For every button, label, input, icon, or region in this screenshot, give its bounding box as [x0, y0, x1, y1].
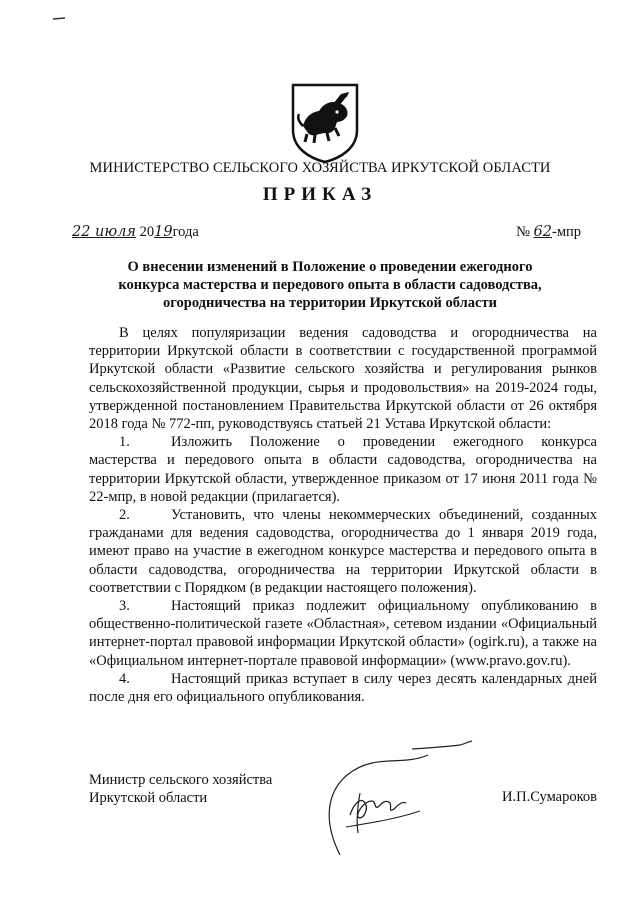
document-type: ПРИКАЗ [262, 184, 378, 205]
corner-mark [52, 14, 66, 24]
document-title: О внесении изменений в Положение о проведении ежегодного конкурса мастерства и передового опыта в области садоводства, огородничества на территории Иркутской области [118, 259, 542, 311]
item-text: Настоящий приказ подлежит официальному опубликованию в общественно-политической газете «Областная», сетевом издании «Официальный интернет-портал правовой информации Иркутской области» (ogirk.ru), а также на «Официальном интернет-портале правовой информации» (www.pravo.gov.ru). [89, 598, 597, 669]
list-item [89, 506, 597, 597]
irkutsk-coat-of-arms-icon [289, 82, 361, 164]
document-date [72, 224, 199, 241]
item-number: 4. [119, 670, 130, 687]
date-year-suffix: года [172, 224, 199, 240]
number-prefix: № [516, 224, 530, 240]
item-number: 2. [119, 507, 130, 524]
signer-title-line1: Министр сельского хозяйства [89, 772, 273, 788]
signer-title-line2: Иркутской области [89, 790, 208, 806]
list-item [89, 597, 597, 670]
date-year-handwritten: 19 [154, 224, 173, 240]
item-text: Установить, что члены некоммерческих объединений, созданных гражданами для ведения садоводства, огородничества до 1 января 2019 года, имеют право на участие в ежегодном конкурсе мастерства и передового опыта в области садоводства, огородничества на территории Иркутской области в соответствии с Порядком (в редакции настоящего положения). [89, 507, 597, 596]
list-item [89, 433, 597, 506]
date-year-prefix: 20 [139, 224, 155, 240]
item-number: 3. [119, 598, 130, 615]
signer-title [89, 771, 272, 807]
document-body [89, 324, 597, 706]
number-handwritten: 62 [533, 224, 552, 240]
preamble: В целях популяризации ведения садоводства и огородничества на территории Иркутской области в соответствии с государственной программой Иркутской области «Развитие сельского хозяйства и регулирования рынков сельскохозяйственной продукции, сырья и продовольствия» на 2019-2024 годы, утвержденной постановлением Правительства Иркутской области от 26 октября 2018 года № 772-пп, руководствуясь статьей 21 Устава Иркутской области: [89, 325, 597, 433]
item-number: 1. [119, 434, 130, 451]
item-text: Изложить Положение о проведении ежегодного конкурса мастерства и передового опыта в области садоводства, огородничества на территории Иркутской области, утвержденное приказом от 17 июня 2011 года № 22-мпр, в новой редакции (прилагается). [89, 434, 597, 505]
date-handwritten: 22 июля [72, 224, 136, 240]
number-suffix: -мпр [551, 224, 581, 240]
handwritten-signature [310, 745, 450, 865]
signer-name: И.П.Сумароков [502, 789, 597, 805]
list-item [89, 670, 597, 706]
item-text: Настоящий приказ вступает в силу через десять календарных дней после дня его официального опубликования. [89, 670, 597, 706]
ministry-name: МИНИСТЕРСТВО СЕЛЬСКОГО ХОЗЯЙСТВА ИРКУТСКОЙ ОБЛАСТИ [89, 160, 551, 176]
document-number [516, 224, 581, 241]
